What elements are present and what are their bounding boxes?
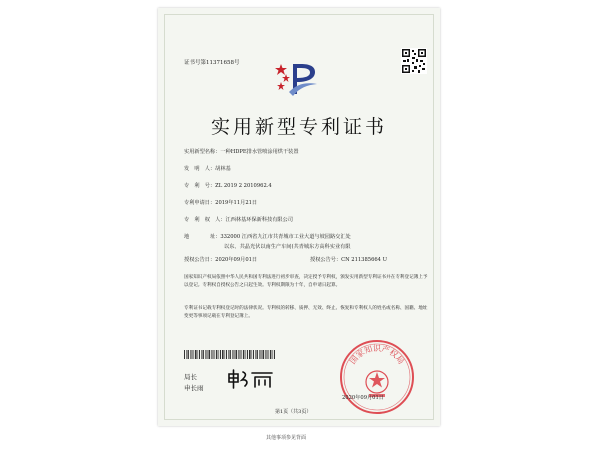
field-label: 实用新型名称： xyxy=(184,149,221,155)
field-label: 专 利 号： xyxy=(184,183,216,189)
field-label: 授权公告日： xyxy=(184,257,216,263)
page-indicator: 第1页（共3页） xyxy=(275,409,312,415)
footer-note: 其他事项参见背面 xyxy=(266,435,307,441)
director-signature-icon xyxy=(226,368,276,390)
field-label: 专 利 权 人： xyxy=(184,217,226,223)
field-filing-date xyxy=(184,199,257,206)
field-address-continued xyxy=(224,243,351,250)
field-utility-name xyxy=(184,148,299,155)
field-patent-number xyxy=(184,182,272,189)
publication-number: 授权公告号：CN 211385664 U xyxy=(310,257,388,263)
official-seal-icon xyxy=(338,338,416,416)
director-name: 申长雨 xyxy=(184,384,204,392)
field-patentee xyxy=(184,216,293,223)
patent-certificate xyxy=(158,8,440,426)
field-value: 江西林基环保新科技有限公司 xyxy=(225,217,293,223)
certificate-title: 实用新型专利证书 xyxy=(210,116,387,138)
field-value: 一种HDPE排水管喷涂用烘干装置 xyxy=(220,149,299,155)
barcode-icon xyxy=(184,350,276,359)
grant-statement-paragraph: 国家知识产权局依照中华人民共和国专利法进行初步审查，决定授予专利权，颁发实用新型专利证书并在专利登记簿上予以登记。专利权自授权公告之日起生效。专利权期限为十年，自申请日起算。 xyxy=(184,275,428,288)
field-inventor xyxy=(184,165,231,172)
field-address xyxy=(184,233,351,240)
certificate-number: 证书号第11371658号 xyxy=(184,60,240,66)
field-grant-date xyxy=(184,256,257,263)
field-value: ZL 2019 2 2010962.4 xyxy=(215,183,272,189)
field-value: 2020年09月01日 xyxy=(215,257,258,263)
field-value: 2019年11月21日 xyxy=(215,200,258,206)
qr-code-icon xyxy=(401,48,427,74)
field-label: 地 址： xyxy=(184,234,221,240)
field-value: 胡林基 xyxy=(215,166,231,172)
legal-status-paragraph: 专利证书记载专利权登记时的法律状况。专利权的转移、质押、无效、终止、恢复和专利权人的姓名或名称、国籍、地址变更等事项记载在专利登记簿上。 xyxy=(184,306,428,319)
field-value: 332000 江西省九江市共青城市工业大道与坡园路交汇处 xyxy=(220,234,351,240)
director-title: 局长 xyxy=(184,373,197,381)
seal-date: 2020年09月01日 xyxy=(342,395,384,401)
field-label: 专利申请日： xyxy=(184,200,216,206)
field-label: 发 明 人： xyxy=(184,166,216,172)
seal-text: 国家知识产权局 xyxy=(348,344,406,366)
field-value: 以东、共晶光伏以南生产车间(共青城东方高科实业有限 xyxy=(224,244,351,250)
patent-office-logo-icon xyxy=(275,58,319,98)
